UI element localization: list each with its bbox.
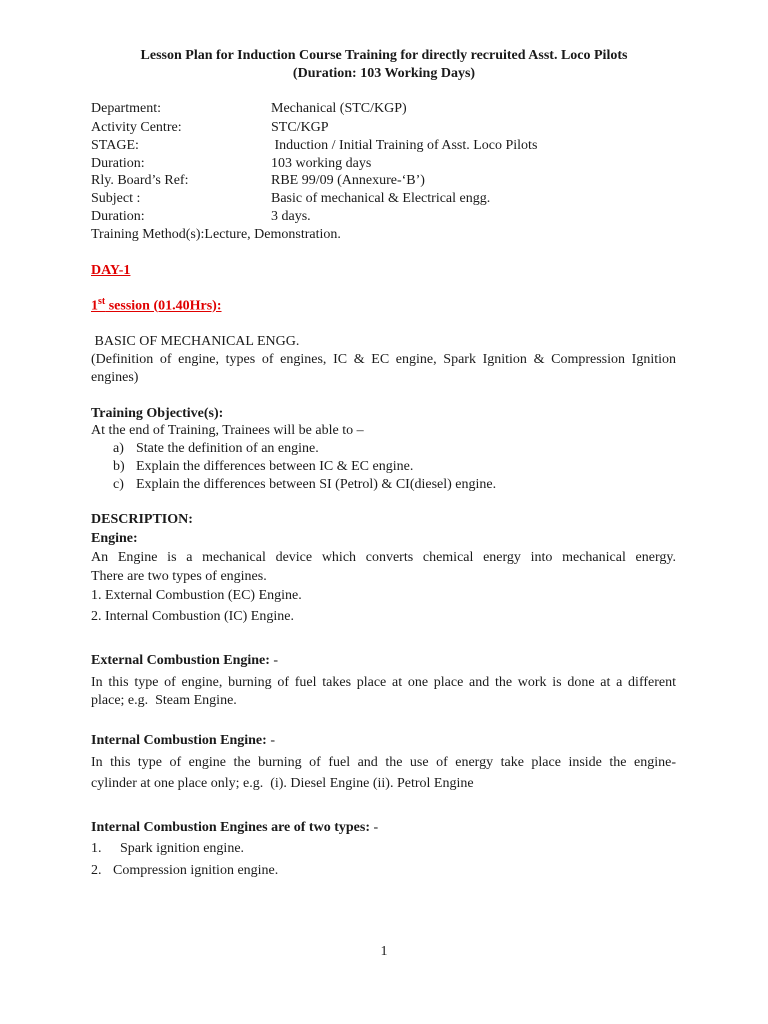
ice-types-heading-suffix: - <box>369 820 379 835</box>
info-label-activity-centre: Activity Centre: <box>91 120 182 135</box>
topic-heading: BASIC OF MECHANICAL ENGG. <box>91 334 300 349</box>
session-label: session (01.40Hrs): <box>105 298 222 314</box>
ice-heading: Internal Combustion Engine: <box>91 733 267 748</box>
ece-heading-line <box>91 653 278 669</box>
objective-marker-c: c) <box>113 477 124 492</box>
info-label-stage: STAGE: <box>91 138 139 153</box>
objectives-heading: Training Objective(s): <box>91 406 224 421</box>
topic-description-line-2: engines) <box>91 370 139 385</box>
engine-definition-line-1: An Engine is a mechanical device which converts chemical energy into mechanical energy. <box>91 550 676 565</box>
ice-description-line-2: cylinder at one place only; e.g. (i). Diesel Engine (ii). Petrol Engine <box>91 776 474 791</box>
objective-marker-a: a) <box>113 441 124 456</box>
objective-marker-b: b) <box>113 459 125 474</box>
ice-heading-suffix: - <box>266 733 275 748</box>
objective-item-c: Explain the differences between SI (Petrol) & CI(diesel) engine. <box>136 477 497 492</box>
engine-type-1: 1. External Combustion (EC) Engine. <box>91 588 302 603</box>
ice-types-heading-line <box>91 820 378 836</box>
ece-description-line-2: place; e.g. Steam Engine. <box>91 693 237 708</box>
info-label-duration: Duration: <box>91 156 145 171</box>
topic-description-line-1: (Definition of engine, types of engines, IC & EC engine, Spark Ignition & Compression Ignition <box>91 352 676 367</box>
info-label-duration-2: Duration: <box>91 209 145 224</box>
ice-description-line-1: In this type of engine the burning of fuel and the use of energy take place inside the engine- <box>91 755 676 770</box>
description-heading: DESCRIPTION: <box>91 512 193 527</box>
info-label-board-ref: Rly. Board’s Ref: <box>91 173 189 188</box>
page-number: 1 <box>380 944 388 959</box>
info-label-department: Department: <box>91 101 161 116</box>
ice-types-heading: Internal Combustion Engines are of two types: <box>91 820 370 835</box>
document-title: Lesson Plan for Induction Course Training for directly recruited Asst. Loco Pilots <box>140 48 628 63</box>
session-number: 1 <box>91 298 98 314</box>
ice-type-marker-2: 2. <box>91 863 102 878</box>
session-ordinal: st <box>98 296 106 307</box>
engine-type-2: 2. Internal Combustion (IC) Engine. <box>91 609 294 624</box>
info-value-duration-2: 3 days. <box>271 209 311 224</box>
objectives-intro: At the end of Training, Trainees will be able to – <box>91 423 364 438</box>
info-value-board-ref: RBE 99/09 (Annexure-‘B’) <box>271 173 425 188</box>
info-value-activity-centre: STC/KGP <box>271 120 329 135</box>
info-value-department: Mechanical (STC/KGP) <box>271 101 407 116</box>
session-heading <box>91 296 222 315</box>
ice-type-1: Spark ignition engine. <box>113 841 245 856</box>
training-method: Training Method(s):Lecture, Demonstration. <box>91 227 341 242</box>
ice-type-marker-1: 1. <box>91 841 102 856</box>
engine-heading: Engine: <box>91 531 138 546</box>
document-subtitle: (Duration: 103 Working Days) <box>292 66 476 81</box>
ece-description-line-1: In this type of engine, burning of fuel takes place at one place and the work is done at a different <box>91 675 676 690</box>
ece-heading-suffix: - <box>269 653 279 668</box>
ice-type-2: Compression ignition engine. <box>113 863 279 878</box>
objective-item-a: State the definition of an engine. <box>136 441 319 456</box>
ice-heading-line <box>91 733 275 749</box>
info-value-stage: Induction / Initial Training of Asst. Loco Pilots <box>271 138 538 153</box>
ece-heading: External Combustion Engine: <box>91 653 270 668</box>
engine-definition-line-2: There are two types of engines. <box>91 569 267 584</box>
info-value-subject: Basic of mechanical & Electrical engg. <box>271 191 491 206</box>
info-label-subject: Subject : <box>91 191 141 206</box>
info-value-duration: 103 working days <box>271 156 372 171</box>
day-heading: DAY-1 <box>91 263 131 278</box>
objective-item-b: Explain the differences between IC & EC engine. <box>136 459 414 474</box>
